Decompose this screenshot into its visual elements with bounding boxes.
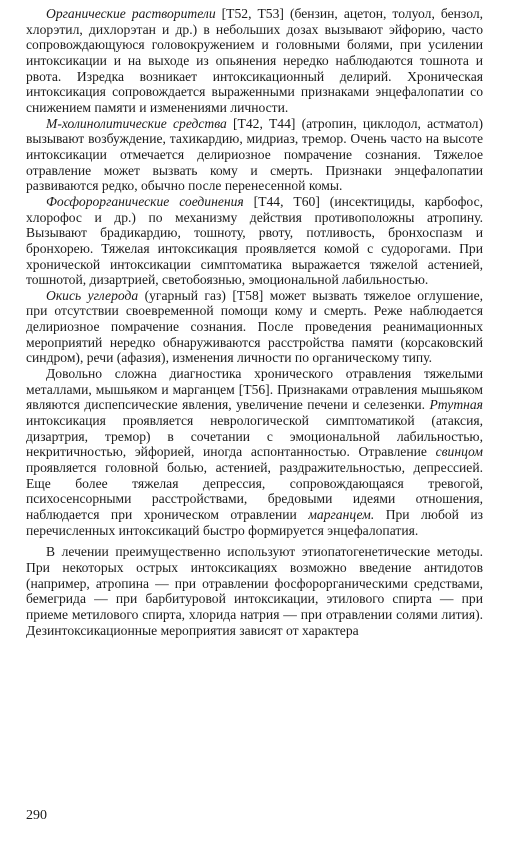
term-organic-solvents: Органические растворители — [46, 6, 216, 21]
paragraph-m-cholinolytics — [26, 116, 483, 194]
paragraph-treatment — [26, 544, 483, 638]
term-carbon-monoxide: Окись углерода — [46, 287, 139, 303]
paragraph-text: (угарный газ) [Т58] может вызвать тяжелое оглушение, при отсутствии своевременной помощи кому и смерть. Реже наблюдается делириозное помрачение сознания. После проведения реанимационных мероприятий нередко обнаруживаются расстройства памяти (корсаковский синдром), речи (афазия), изменения личности по органическому типу. — [26, 287, 483, 366]
paragraph-carbon-monoxide — [26, 288, 483, 366]
paragraph-organophosphates — [26, 194, 483, 288]
term-mercury: Ртутная — [429, 397, 483, 413]
paragraph-text: проявляется головной болью, астенией, раздражительностью, депрессией. Еще более тяжелая депрессия, сопровождающаяся тревогой, психосенсорными расстройствами, бредовыми идеями отношения, наблюдается при хроническом отравлении — [26, 460, 483, 522]
paragraph-text: Довольно сложна диагностика хронического отравления тяжелыми металлами, мышьяком и марганцем [Т56]. Признаками отравления мышьяком являются диспепсические явления, увеличение печени и селезенки. — [26, 366, 483, 413]
body-text — [26, 6, 483, 638]
term-m-cholinolytics: М-холинолитические средства — [46, 115, 227, 131]
paragraph-text: При любой из перечисленных интоксикаций быстро формируется энцефалопатия. — [26, 507, 484, 538]
paragraph-text: [Т42, Т44] (атропин, циклодол, астматол) вызывают возбуждение, тахикардию, мидриаз, тремор. Очень часто на высоте интоксикации отмечается делириозное помрачение сознания. Тяжелое отравление может вызвать кому и смерть. Признаки энцефалопатии развиваются редко, обычно после перенесенной комы. — [26, 115, 483, 194]
paragraph-text: [Т52, Т53] (бензин, ацетон, толуол, бензол, хлорэтил, дихлорэтан и др.) в небольших дозах вызывают эйфорию, часто сопровождающуюся головокружением и головными болями, при усилении интоксикации и на выходе из опьянения нередко наблюдаются тошнота и рвота. Изредка возникает интоксикационный делирий. Хроническая интоксикация сопровождается выраженными признаками энцефалопатии со снижением памяти и изменениями личности. — [26, 6, 484, 115]
paragraph-text: В лечении преимущественно используют этиопатогенетические методы. При некоторых острых интоксикациях возможно введение антидотов (например, атропина — при отравлении фосфорорганическими средствами, бемегрида — при барбитуровой интоксикации, этилового спирта — при приеме метилового спирта, хлорида натрия — при отравлении солями лития). Дезинтоксикационные мероприятия зависят от характера — [26, 544, 483, 638]
term-organophosphates: Фосфорорганические соединения — [46, 193, 244, 209]
page-number: 290 — [26, 808, 47, 823]
paragraph-text: [Т44, Т60] (инсектициды, карбофос, хлорофос и др.) по механизму действия противоположны атропину. Вызывают брадикардию, тошноту, рвоту, потливость, бронхоспазм и бронхорею. Тяжелая интоксикация проявляется комой с судорогами. При хронической интоксикации симптоматика выражается тяжелой астенией, тошнотой, дизартрией, светобоязнью, эмоциональной лабильностью. — [26, 193, 484, 288]
paragraph-organic-solvents — [26, 6, 483, 116]
paragraph-heavy-metals — [26, 366, 483, 538]
term-manganese: марганцем. — [308, 507, 375, 522]
paragraph-text: интоксикация проявляется неврологической симптоматикой (атаксия, дизартрия, тремор) в сочетании с эмоциональной лабильностью, некритичностью, эйфорией, иногда аспонтанностью. Отравление — [26, 413, 483, 460]
term-lead: свинцом — [435, 444, 483, 460]
